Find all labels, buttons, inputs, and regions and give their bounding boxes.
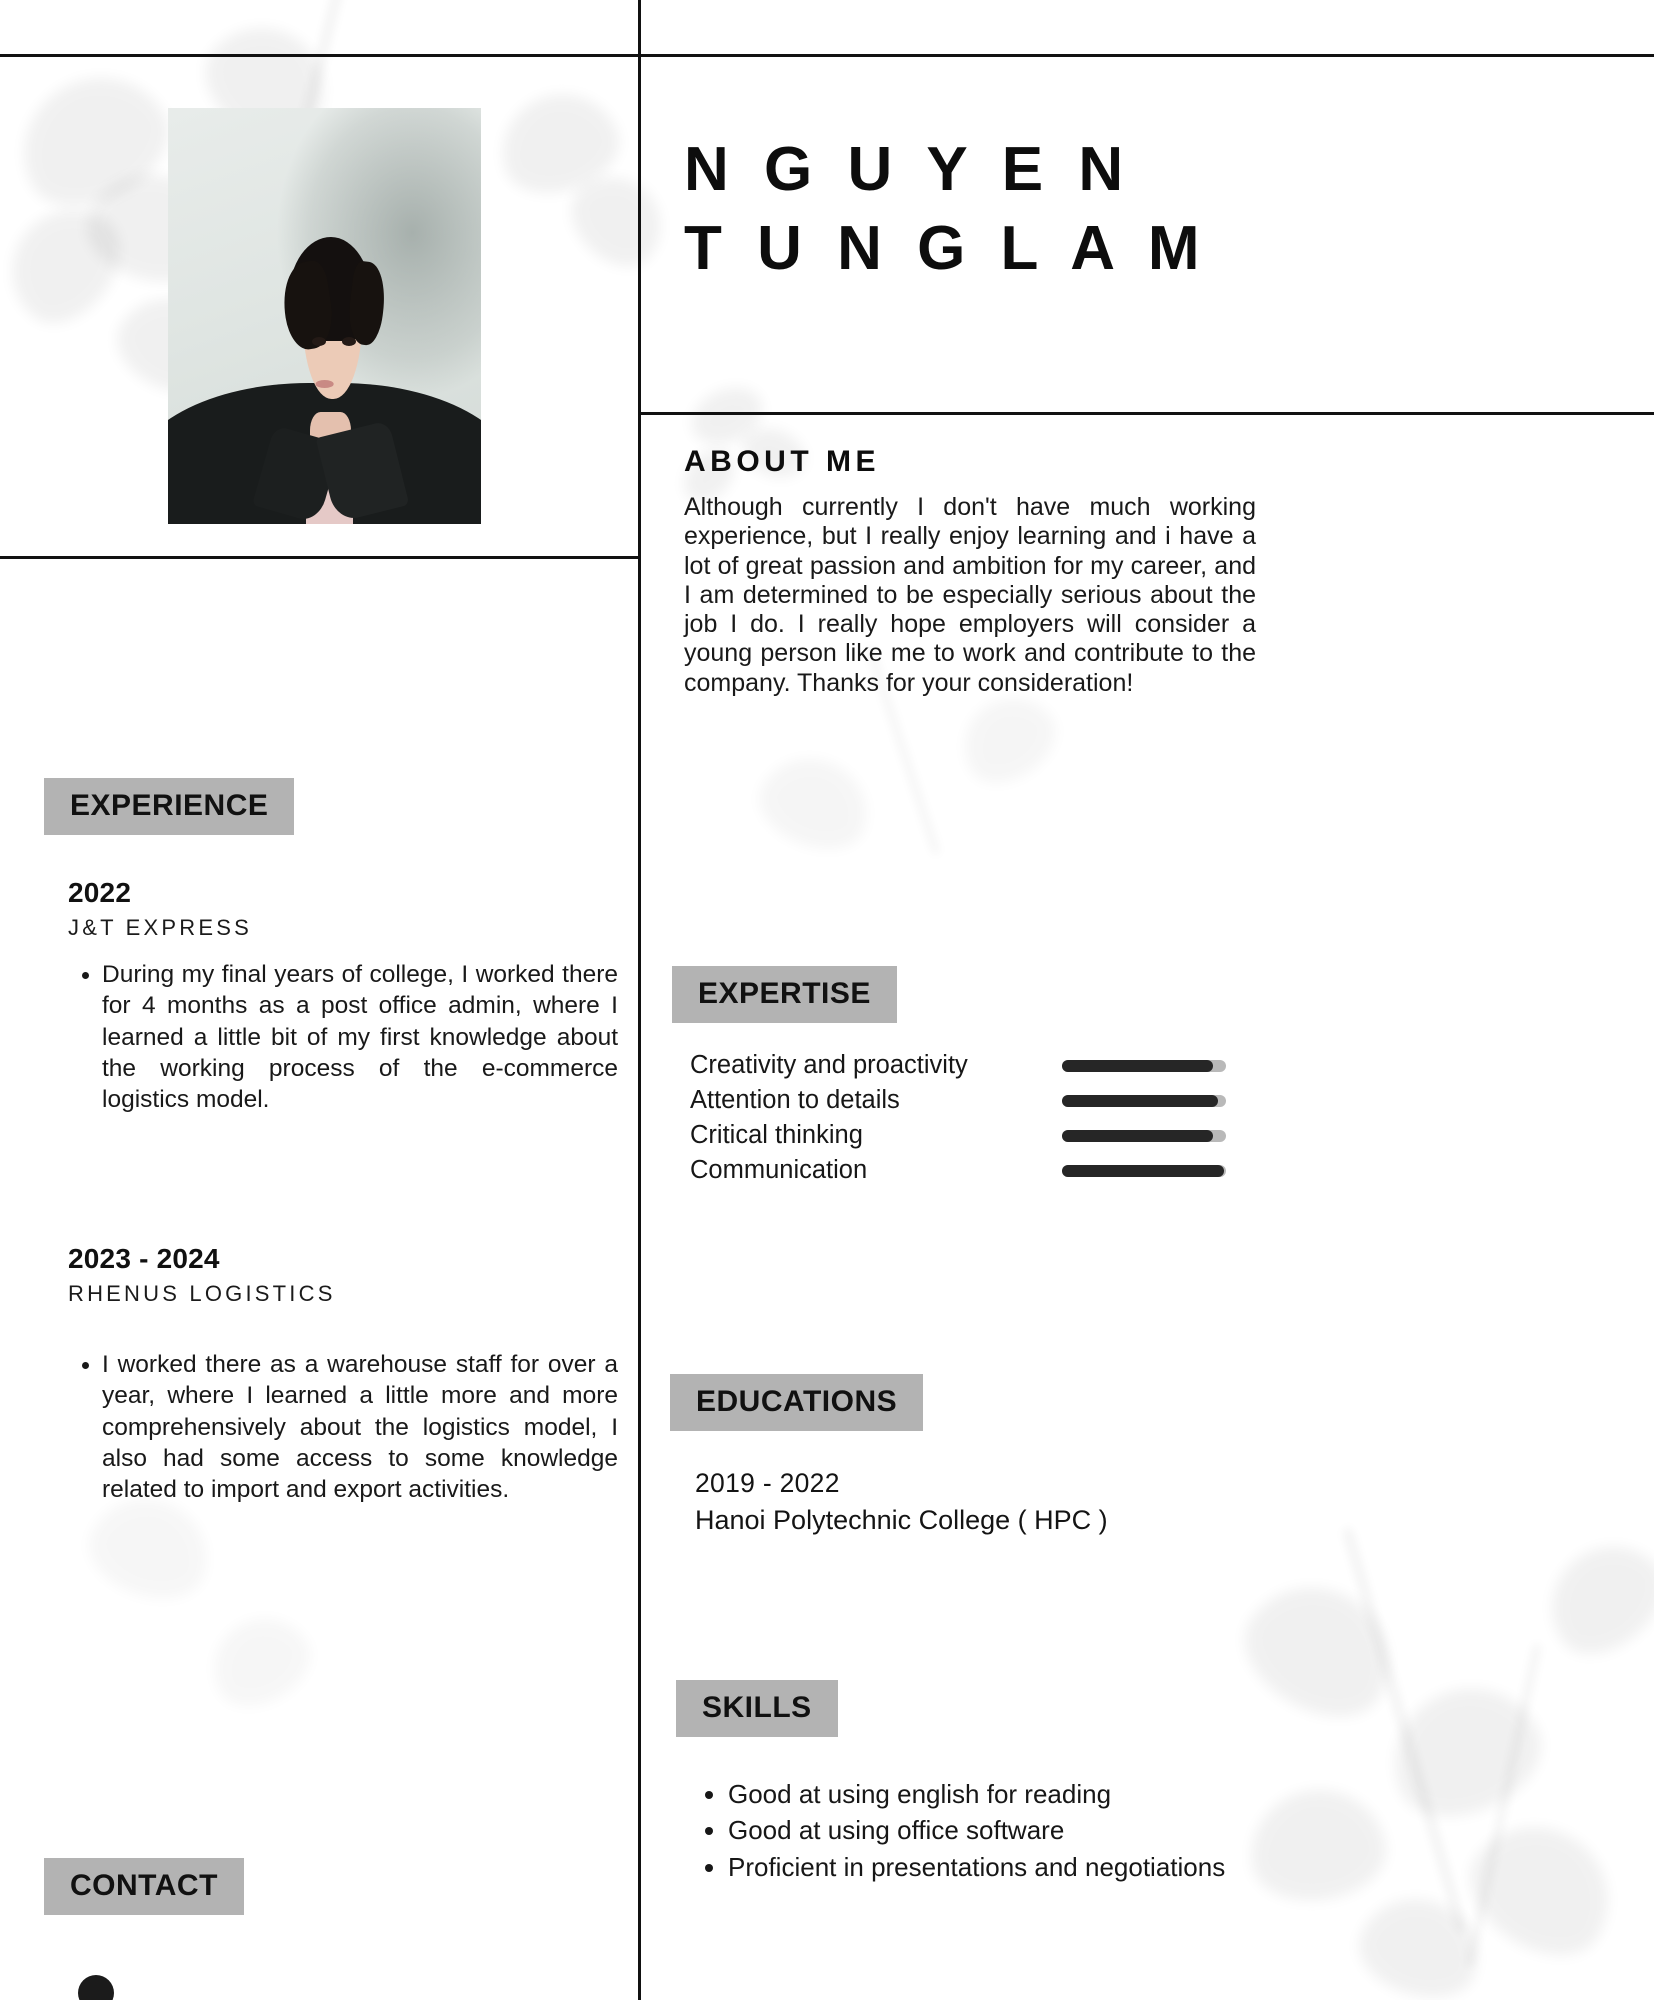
expertise-list: [690, 1048, 1270, 1188]
expertise-section: [672, 966, 897, 1023]
educations-section: [670, 1374, 923, 1431]
name-line-1: N G U Y E N: [684, 135, 1133, 204]
expertise-label: Creativity and proactivity: [690, 1050, 968, 1079]
education-entry-1: [695, 1468, 1275, 1536]
contact-section: [44, 1858, 244, 1915]
skills-list: [690, 1778, 1250, 1887]
expertise-row: [690, 1118, 1270, 1153]
page-title: [684, 130, 1614, 289]
rule-right-under-name: [641, 412, 1654, 415]
experience-bullet-list: [68, 1349, 618, 1506]
right-column: [640, 0, 1654, 2000]
about-me-heading: ABOUT ME: [684, 445, 880, 478]
education-year: 2019 - 2022: [695, 1468, 840, 1498]
expertise-row: [690, 1083, 1270, 1118]
about-me-section: [684, 445, 1256, 698]
expertise-label: Critical thinking: [690, 1120, 863, 1149]
expertise-bar-track: [1062, 1165, 1226, 1177]
expertise-bar-fill: [1062, 1130, 1213, 1142]
experience-company: RHENUS LOGISTICS: [68, 1281, 336, 1306]
experience-entry-1: [68, 877, 618, 1118]
list-item: • Good at using english for reading: [728, 1778, 1250, 1811]
experience-company: J&T EXPRESS: [68, 915, 252, 940]
experience-section: [44, 778, 294, 835]
rule-vertical-divider: [638, 0, 641, 2000]
list-item: • Proficient in presentations and negotiations: [728, 1851, 1250, 1884]
experience-year: 2022: [68, 877, 132, 908]
expertise-bar-fill: [1062, 1165, 1224, 1177]
expertise-bar-fill: [1062, 1095, 1218, 1107]
experience-year: 2023 - 2024: [68, 1243, 220, 1274]
list-item: • During my final years of college, I worked there for 4 months as a post office admin, where I learned a little bit of my first knowledge about the working process of the e-commerce logistics model.: [102, 959, 618, 1116]
experience-heading: EXPERIENCE: [44, 778, 294, 835]
expertise-bar-fill: [1062, 1060, 1213, 1072]
rule-top-horizontal: [0, 54, 1654, 57]
skills-section: [676, 1680, 838, 1737]
expertise-bar-track: [1062, 1060, 1226, 1072]
left-column: [0, 0, 638, 2000]
rule-left-under-photo: [0, 556, 641, 559]
expertise-label: Communication: [690, 1155, 868, 1184]
profile-photo: [168, 108, 481, 524]
expertise-bar-track: [1062, 1095, 1226, 1107]
expertise-heading: EXPERTISE: [672, 966, 897, 1023]
expertise-label: Attention to details: [690, 1085, 900, 1114]
experience-bullet-list: [68, 959, 618, 1116]
contact-heading: CONTACT: [44, 1858, 244, 1915]
about-me-text: Although currently I don't have much working experience, but I really enjoy learning and i have a lot of great passion and ambition for my career, and I am determined to be especially serious about the job I do. I really hope employers will consider a young person like me to work and contribute to the company. Thanks for your consideration!: [684, 493, 1256, 697]
expertise-bar-track: [1062, 1130, 1226, 1142]
education-school: Hanoi Polytechnic College ( HPC ): [695, 1505, 1108, 1535]
name-line-2: T U N G L A M: [684, 214, 1209, 284]
list-item: • Good at using office software: [728, 1814, 1250, 1847]
educations-heading: EDUCATIONS: [670, 1374, 923, 1431]
expertise-row: [690, 1048, 1270, 1083]
list-item: • I worked there as a warehouse staff for over a year, where I learned a little more and more comprehensively about the logistics model, I also had some access to some knowledge related to import and export activities.: [102, 1349, 618, 1506]
experience-entry-2: [68, 1243, 618, 1508]
skills-heading: SKILLS: [676, 1680, 838, 1737]
expertise-row: [690, 1153, 1270, 1188]
